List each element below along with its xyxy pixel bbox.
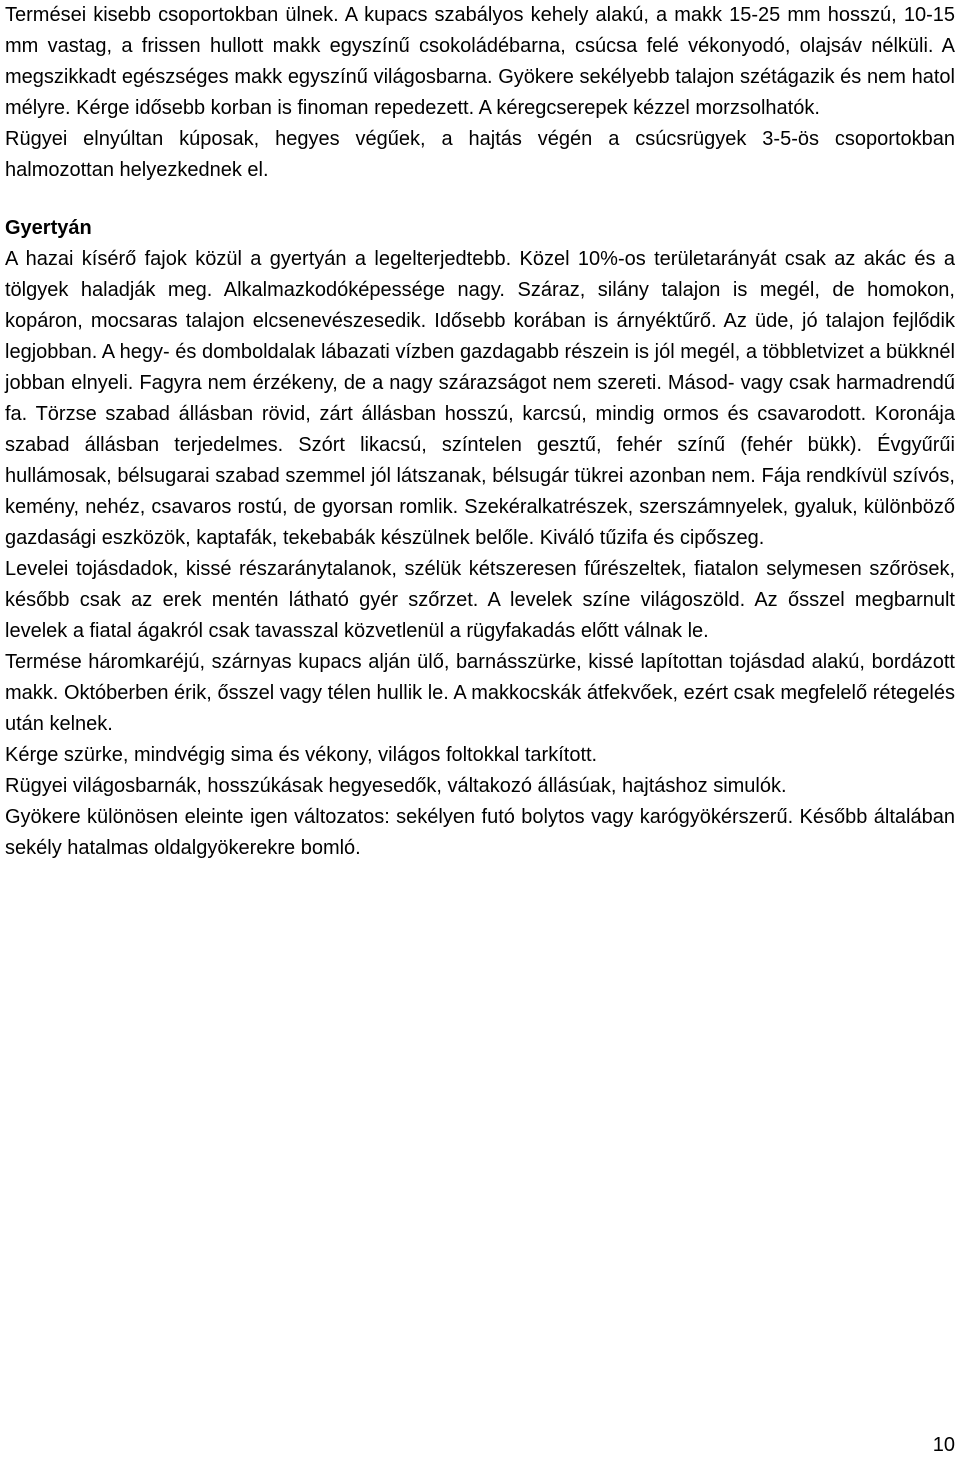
bark-paragraph: Kérge szürke, mindvégig sima és vékony, világos foltokkal tarkított. — [5, 744, 598, 766]
buds-paragraph: Rügyei elnyúltan kúposak, hegyes végűek, a hajtás végén a csúcsrügyek 3-5-ös csoportokban halmozottan helyezkednek el. — [5, 128, 955, 181]
leaves-paragraph: Levelei tojásdadok, kissé részaránytalanok, szélük kétszeresen fűrészeltek, fiatalon selymesen szőrösek, később csak az erek mentén látható gyér szőrzet. A levelek színe világoszöld. Az ősszel megbarnult levelek a fiatal ágakról csak tavasszal közvetlenül a rügyfakadás előtt válnak le. — [5, 558, 955, 642]
intro-paragraph: Termései kisebb csoportokban ülnek. A kupacs szabályos kehely alakú, a makk 15-25 mm hosszú, 10-15 mm vastag, a frissen hullott makk egyszínű csokoládébarna, csúcsa felé vékonyodó, olajsáv nélküli. A megszikkadt egészséges makk egyszínű világosbarna. Gyökere sekélyebb talajon szétágazik és nem hatol mélyre. Kérge idősebb korban is finoman repedezett. A kéregcserepek kézzel morzsolhatók. — [5, 4, 955, 119]
main-paragraph: A hazai kísérő fajok közül a gyertyán a legelterjedtebb. Közel 10%-os területarányát csak az akác és a tölgyek haladják meg. Alkalmazkodóképessége nagy. Száraz, silány talajon is megél, de homokon, kopáron, mocsaras talajon elcsenevészesedik. Idősebb korában is árnyéktűrő. Az üde, jó talajon fejlődik legjobban. A hegy- és domboldalak lábazati vízben gazdagabb részein is jól megél, a többletvizet a bükknél jobban elnyeli. Fagyra nem érzékeny, de a nagy szárazságot nem szereti. Másod- vagy csak harmadrendű fa. Törzse szabad állásban rövid, zárt állásban hosszú, karcsú, mindig ormos és csavarodott. Koronája szabad állásban terjedelmes. Szórt likacsú, színtelen gesztű, fehér színű (fehér bükk). Évgyűrűi hullámosak, bélsugarai szabad szemmel jól látszanak, bélsugár tükrei azonban nem. Fája rendkívül szívós, kemény, nehéz, csavaros rostú, de gyorsan romlik. Szekéralkatrészek, szerszámnyelek, gyaluk, különböző gazdasági eszközök, kaptafák, tekebabák készülnek belőle. Kiváló tűzifa és cipőszeg. — [5, 248, 955, 549]
document-page — [5, 0, 955, 864]
buds-paragraph-2: Rügyei világosbarnák, hosszúkásak hegyesedők, váltakozó állásúak, hajtáshoz simulók. — [5, 775, 787, 797]
fruit-paragraph: Termése háromkaréjú, szárnyas kupacs alján ülő, barnásszürke, kissé lapítottan tojásdad alakú, bordázott makk. Októberben érik, ősszel vagy télen hullik le. A makkocskák átfekvőek, ezért csak megfelelő rétegelés után kelnek. — [5, 651, 955, 735]
section-heading: Gyertyán — [5, 217, 92, 239]
page-number: 10 — [932, 1434, 955, 1456]
root-paragraph: Gyökere különösen eleinte igen változatos: sekélyen futó bolytos vagy karógyökérszerű. Később általában sekély hatalmas oldalgyökerekre bomló. — [5, 806, 955, 859]
